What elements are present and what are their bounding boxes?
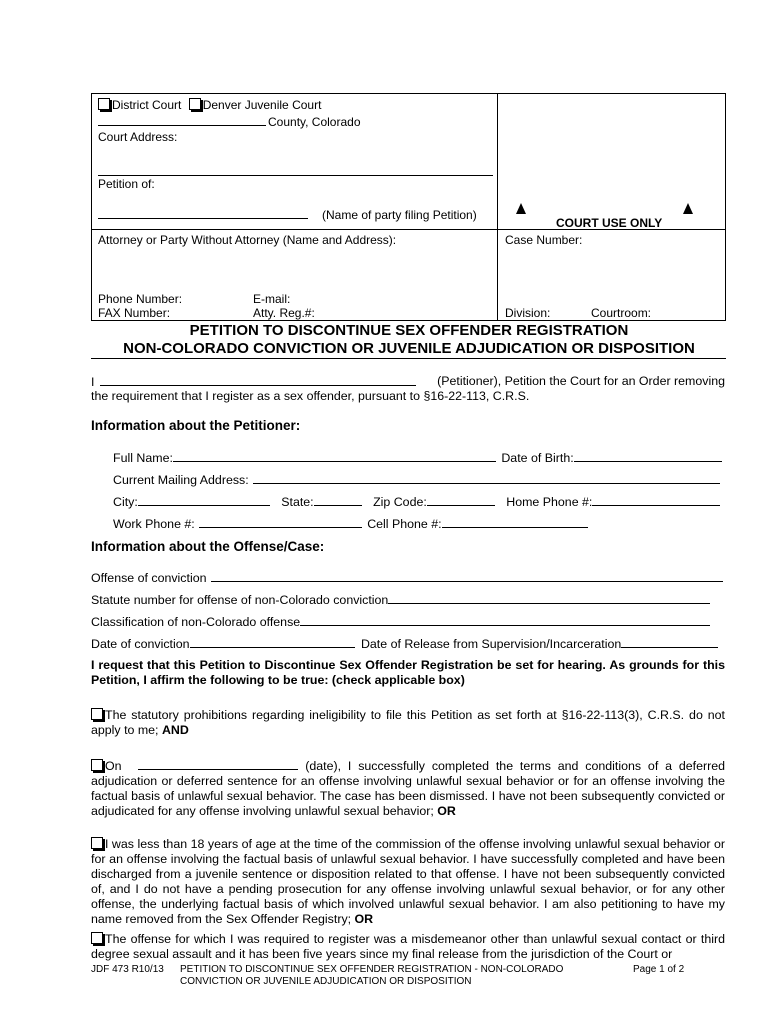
- option-3-checkbox[interactable]: [91, 837, 103, 849]
- date-conviction-input[interactable]: [190, 636, 355, 648]
- party-name-caption: (Name of party filing Petition): [322, 208, 477, 222]
- statute-label: Statute number for offense of non-Colorado conviction: [91, 593, 389, 607]
- cell-phone-label: Cell Phone #:: [367, 517, 442, 531]
- offense-row: [91, 570, 723, 585]
- option-2-on: On: [105, 759, 122, 773]
- option-3: [91, 837, 725, 927]
- zip-input[interactable]: [427, 494, 495, 506]
- state-input[interactable]: [314, 494, 362, 506]
- request-paragraph: I request that this Petition to Discontinue Sex Offender Registration be set for hearing. As grounds for this Petition, I affirm the following to be true: (check applicable box): [91, 658, 725, 687]
- date-release-input[interactable]: [621, 636, 718, 648]
- work-phone-label: Work Phone #:: [113, 517, 195, 531]
- county-label: County, Colorado: [268, 115, 361, 129]
- district-court-label: District Court: [112, 98, 182, 112]
- date-release-label: Date of Release from Supervision/Incarceration: [360, 637, 622, 651]
- full-name-input[interactable]: [173, 450, 496, 462]
- city-input[interactable]: [138, 494, 270, 506]
- denver-juvenile-court-label: Denver Juvenile Court: [202, 98, 322, 112]
- email-label: E-mail:: [253, 292, 291, 306]
- option-3-or: OR: [354, 912, 374, 926]
- option-1-checkbox[interactable]: [91, 708, 103, 720]
- caption-right-border: [725, 93, 726, 320]
- district-court-checkbox[interactable]: [98, 98, 110, 110]
- footer-form-title-line-2: CONVICTION OR JUVENILE ADJUDICATION OR DISPOSITION: [180, 976, 472, 987]
- title-line-1: PETITION TO DISCONTINUE SEX OFFENDER REGISTRATION: [189, 322, 629, 339]
- classification-row: [91, 614, 710, 629]
- attorney-label: Attorney or Party Without Attorney (Name and Address):: [98, 233, 397, 247]
- courtroom-label: Courtroom:: [591, 306, 652, 320]
- home-phone-label: Home Phone #:: [506, 495, 593, 509]
- conviction-date-row: [91, 636, 718, 651]
- intro-line-2: the requirement that I register as a sex offender, pursuant to §16-22-113, C.R.S.: [91, 389, 530, 403]
- full-name-row: [113, 450, 722, 465]
- option-4-text: The offense for which I was required to register was a misdemeanor other than unlawful sexual contact or third degree sexual assault and it has been five years since my final release from the jurisdiction of the Court or: [91, 932, 725, 961]
- intro-i: I: [91, 375, 95, 389]
- intro-line-1: [91, 374, 725, 389]
- city-row: [113, 494, 720, 509]
- full-name-label: Full Name:: [113, 451, 173, 465]
- classification-label: Classification of non-Colorado offense: [91, 615, 301, 629]
- classification-input[interactable]: [300, 614, 710, 626]
- option-4: [91, 932, 725, 962]
- footer-form-title-line-1: PETITION TO DISCONTINUE SEX OFFENDER REGISTRATION - NON-COLORADO: [180, 964, 564, 975]
- option-2: [91, 758, 725, 819]
- petition-of-label: Petition of:: [98, 177, 155, 191]
- work-phone-input[interactable]: [199, 516, 362, 528]
- option-2-text: (date), I successfully completed the terms and conditions of a deferred adjudication or deferred sentence for an offense involving unlawful sexual behavior or for an offense involving the factual basis of unlawful sexual behavior. The case has been dismissed. I have not been subsequently convicted or adjudicated for any offense involving unlawful sexual behavior;: [91, 759, 725, 818]
- offense-input[interactable]: [211, 570, 723, 582]
- mailing-address-label: Current Mailing Address:: [113, 473, 249, 487]
- petitioner-section-heading: Information about the Petitioner:: [91, 418, 301, 433]
- court-use-only-label: COURT USE ONLY: [556, 216, 663, 230]
- court-selection-row: [98, 98, 321, 112]
- title-bottom-border: [91, 358, 726, 359]
- court-address-line[interactable]: [98, 175, 493, 176]
- caption-bottom-border: [91, 320, 726, 321]
- mailing-address-row: [113, 472, 720, 487]
- statute-input[interactable]: [388, 592, 710, 604]
- option-4-checkbox[interactable]: [91, 932, 103, 944]
- option-3-text: I was less than 18 years of age at the time of the commission of the offense involving unlawful sexual behavior or for an offense involving the factual basis of unlawful sexual behavior. I have successfully completed and have been discharged from a juvenile sentence or disposition related to that offense. I have not been subsequently convicted of, and I do not have a pending prosecution for any offense involving unlawful sexual behavior, or for any other offense, the underlying factual basis of which involved unlawful sexual behavior. I am also petitioning to have my name removed from the Sex Offender Registry;: [91, 837, 725, 926]
- date-of-birth-label: Date of Birth:: [501, 451, 574, 465]
- county-input[interactable]: [98, 114, 266, 126]
- title-line-2: NON-COLORADO CONVICTION OR JUVENILE ADJUDICATION OR DISPOSITION: [123, 340, 695, 357]
- county-row: [98, 114, 361, 129]
- denver-juvenile-court-checkbox[interactable]: [189, 98, 201, 110]
- date-conviction-label: Date of conviction: [91, 637, 190, 651]
- case-number-label: Case Number:: [505, 233, 583, 247]
- footer-page-number: Page 1 of 2: [633, 964, 685, 975]
- state-label: State:: [281, 495, 314, 509]
- court-address-label: Court Address:: [98, 130, 178, 144]
- petitioner-name-row: [98, 207, 477, 222]
- work-phone-row: [113, 516, 588, 531]
- footer-form-id: JDF 473 R10/13: [91, 964, 164, 975]
- fax-number-label: FAX Number:: [98, 306, 171, 320]
- offense-label: Offense of conviction: [91, 571, 207, 585]
- phone-number-label: Phone Number:: [98, 292, 183, 306]
- home-phone-input[interactable]: [592, 494, 720, 506]
- division-label: Division:: [505, 306, 551, 320]
- petitioner-name-input[interactable]: [98, 207, 308, 219]
- option-2-or: OR: [437, 804, 456, 818]
- option-1: [91, 708, 725, 738]
- offense-section-heading: Information about the Offense/Case:: [91, 539, 325, 554]
- zip-label: Zip Code:: [373, 495, 427, 509]
- option-2-checkbox[interactable]: [91, 759, 103, 771]
- option-1-and: AND: [161, 723, 189, 737]
- statute-row: [91, 592, 710, 607]
- up-triangle-icon: [516, 203, 526, 214]
- caption-left-border: [91, 93, 92, 320]
- intro-petitioner-text: (Petitioner), Petition the Court for an Order removing: [437, 374, 725, 388]
- footer-form-title: [180, 964, 563, 988]
- caption-top-border: [91, 93, 726, 94]
- date-of-birth-input[interactable]: [574, 450, 722, 462]
- atty-reg-label: Atty. Reg.#:: [253, 306, 315, 320]
- petitioner-name-intro-input[interactable]: [100, 374, 416, 386]
- option-2-date-input[interactable]: [138, 758, 298, 770]
- page-title: [91, 322, 727, 358]
- caption-divider: [497, 93, 498, 320]
- mailing-address-input[interactable]: [253, 472, 720, 484]
- cell-phone-input[interactable]: [442, 516, 588, 528]
- city-label: City:: [113, 495, 138, 509]
- up-triangle-icon: [683, 203, 693, 214]
- option-1-text: The statutory prohibitions regarding ineligibility to file this Petition as set forth at §16-22-113(3), C.R.S. do not apply to me;: [91, 708, 725, 737]
